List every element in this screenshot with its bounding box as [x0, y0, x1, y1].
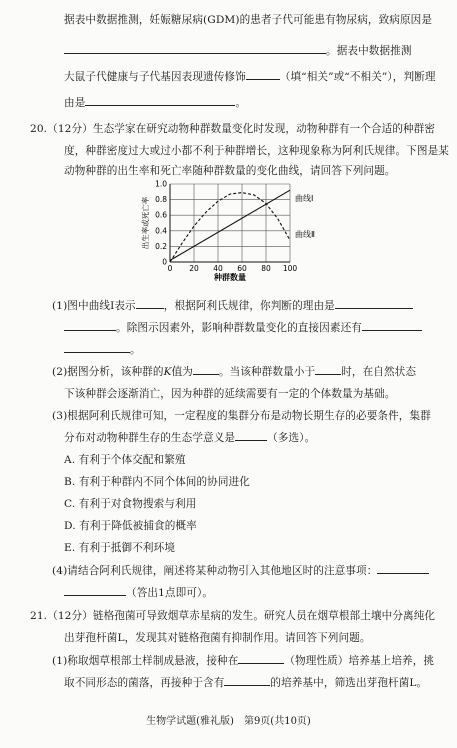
text-line	[64, 69, 436, 84]
text-span: ，根据阿利氏规律，你判断的理由是	[163, 300, 335, 312]
question-20-stem: 20.（12分）生态学家在研究动物种群数量变化时发现，动物种群有一个合适的种群密	[30, 123, 436, 135]
series-label-1: 曲线Ⅰ	[295, 194, 314, 204]
answer-blank[interactable]	[193, 364, 219, 375]
text-span: （答出1点即可）。	[126, 587, 214, 599]
text-span: 。	[235, 97, 247, 109]
text-line: (3)根据阿利氏规律可知，一定程度的集群分布是动物长期生存的必要条件，集群	[52, 410, 431, 422]
text-span: 的培养基中，筛选出芽孢杆菌L。	[270, 677, 428, 689]
answer-blank[interactable]	[235, 430, 267, 441]
option-a[interactable]: A. 有利于个体交配和繁殖	[64, 454, 186, 466]
text-line	[64, 43, 412, 58]
page-footer: 生物学试题(雅礼版) 第9页(共10页)	[146, 716, 311, 727]
x-tick-label: 40	[213, 264, 223, 273]
answer-blank[interactable]	[64, 585, 126, 596]
y-tick-label: 0.4	[155, 226, 167, 236]
text-line: 动物种群的出生率和死亡率随种群数量的变化曲线，请回答下列问题。	[64, 165, 396, 177]
text-span: (1)称取烟草根部土样制成悬液，接种在	[52, 655, 239, 667]
x-tick-label: 80	[261, 264, 271, 273]
y-tick-label: 0	[162, 257, 167, 267]
text-line	[52, 298, 413, 313]
x-axis-label: 种群数量	[214, 273, 246, 282]
text-line	[64, 675, 427, 690]
x-tick-label: 20	[189, 264, 199, 273]
text-span: （多选）。	[267, 432, 316, 444]
k-symbol: K	[163, 366, 172, 378]
answer-blank[interactable]	[335, 298, 413, 309]
text-line	[64, 320, 422, 335]
text-span: 。当该种群数量小于	[218, 366, 316, 378]
y-tick-label: 0.8	[155, 195, 167, 205]
y-tick-label: 1.0	[155, 179, 167, 189]
answer-blank[interactable]	[64, 43, 326, 54]
text-line	[64, 95, 246, 110]
option-d[interactable]: D. 有利于降低被捕食的概率	[64, 520, 197, 532]
answer-blank[interactable]	[64, 342, 130, 353]
text-line: 出芽孢杆菌L，发现其对链格孢菌有抑制作用。请回答下列问题。	[64, 632, 371, 644]
text-span: 分布对动物种群生存的生态学意义是	[64, 432, 236, 444]
text-span: 取不同形态的菌落，再接种于含有	[64, 677, 225, 689]
series-label-2: 曲线Ⅱ	[295, 230, 315, 240]
option-b[interactable]: B. 有利于种群内不同个体间的协同进化	[64, 476, 250, 488]
text-line	[52, 653, 434, 668]
text-line	[52, 563, 429, 578]
text-span: 时，在自然状态	[341, 366, 417, 378]
text-span: (2)据图分析，该种群的	[52, 366, 164, 378]
text-span: (4)请结合阿利氏规律，阐述将某种动物引入其他地区时的注意事项：	[52, 565, 378, 577]
text-span: （物理性质）培养基上培养，挑	[284, 655, 435, 667]
text-line: 据表中数据推测，妊娠糖尿病(GDM)的患者子代可能患有物尿病，致病原因是	[64, 14, 433, 26]
text-line: 下该种群会逐渐消亡，因为种群的延续需要有一定的个体数量为基础。	[64, 388, 396, 400]
text-span: 。	[130, 344, 141, 356]
text-line	[52, 364, 416, 379]
option-e[interactable]: E. 有利于抵御不利环境	[64, 542, 176, 554]
x-tick-label: 60	[237, 264, 247, 273]
answer-blank[interactable]	[224, 675, 270, 686]
text-span: 。据表中数据推测	[326, 45, 412, 57]
series-line-1	[170, 190, 290, 260]
series-line-2	[170, 193, 290, 262]
answer-blank[interactable]	[377, 563, 429, 574]
answer-blank[interactable]	[246, 69, 280, 80]
y-axis-label: 出生率或死亡率	[141, 196, 150, 250]
question-21-stem: 21.（12分）链格孢菌可导致烟草赤星病的发生。研究人员在烟草根部土壤中分离纯化	[30, 610, 436, 622]
text-span: 。除图示因素外，影响种群数量变化的直接因素还有	[116, 322, 362, 334]
text-line: 度，种群密度过大或过小都不利于种群增长，这种现象称为阿利氏规律。下图是某	[64, 145, 449, 157]
x-tick-label: 100	[282, 264, 298, 273]
answer-blank[interactable]	[362, 320, 422, 331]
answer-blank[interactable]	[136, 298, 164, 309]
text-span: (1)图中曲线Ⅰ表示	[52, 300, 136, 312]
text-line	[64, 585, 213, 600]
answer-blank[interactable]	[64, 320, 116, 331]
answer-blank[interactable]	[315, 364, 341, 375]
text-span: 由是	[64, 97, 86, 109]
x-tick-label: 0	[167, 264, 173, 273]
y-tick-label: 0.2	[155, 241, 167, 251]
text-span: 值为	[171, 366, 193, 378]
text-span: （填“相关”或“不相关”），判断理	[279, 71, 436, 83]
text-span: 大鼠子代健康与子代基因表现遗传修饰	[64, 71, 246, 83]
text-line	[64, 430, 315, 445]
birth-death-rate-chart	[118, 178, 338, 282]
answer-blank[interactable]	[238, 653, 284, 664]
option-c[interactable]: C. 有利于对食物搜索与利用	[64, 498, 197, 510]
text-line	[64, 342, 141, 357]
answer-blank[interactable]	[85, 95, 235, 106]
y-tick-label: 0.6	[155, 210, 167, 220]
